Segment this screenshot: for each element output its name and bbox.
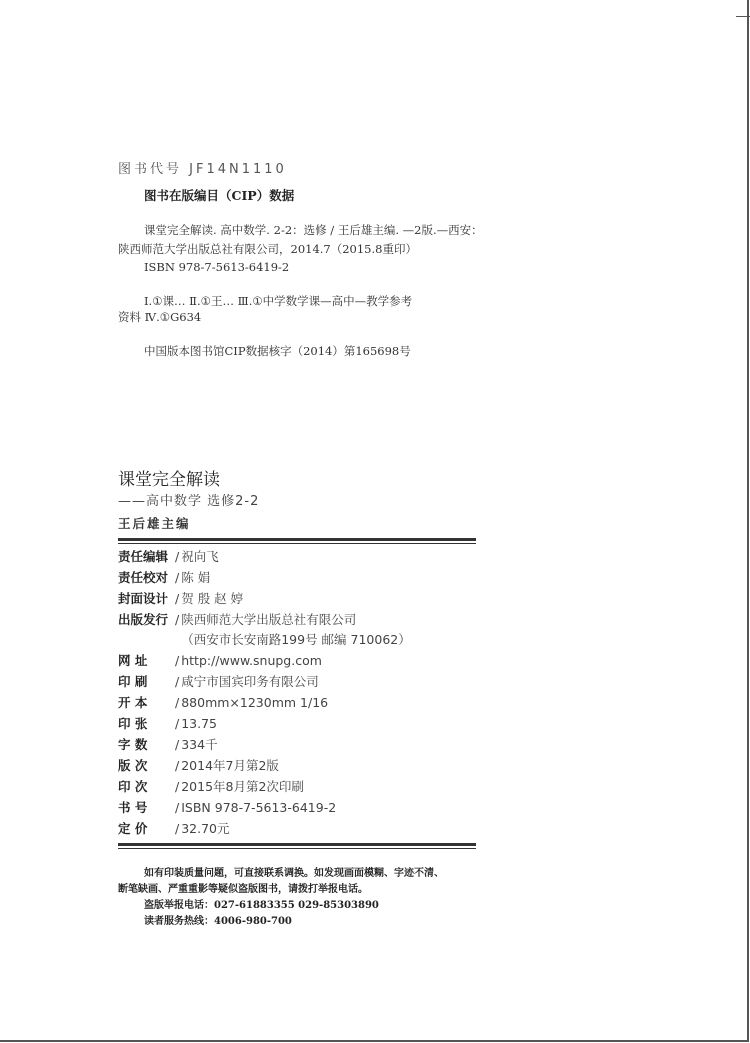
- detail-separator: /: [175, 612, 180, 627]
- detail-value: 贺 殷 赵 婷: [181, 591, 244, 606]
- detail-value: 咸宁市国宾印务有限公司: [181, 674, 319, 689]
- notice-service-hotline: 读者服务热线：4006-980-700: [144, 916, 292, 927]
- detail-value: 2015年8月第2次印刷: [181, 779, 304, 794]
- detail-row-price: [118, 819, 230, 837]
- detail-separator: /: [175, 695, 180, 710]
- notice-line-2: 断笔缺画、严重重影等疑似盗版图书，请拨打举报电话。: [118, 884, 368, 895]
- notice-line-1: 如有印装质量问题，可直接联系调换。如发现画面模糊、字迹不清、: [144, 868, 444, 879]
- detail-label: 网 址: [118, 653, 148, 668]
- detail-row-website: [118, 651, 322, 669]
- detail-label: 印 张: [118, 716, 148, 731]
- detail-separator: /: [175, 570, 180, 585]
- detail-row-cover-design: [118, 589, 243, 607]
- detail-row-publisher: [118, 610, 356, 628]
- detail-label: 定 价: [118, 821, 148, 836]
- detail-row-editor: [118, 547, 219, 565]
- detail-row-isbn: [118, 798, 336, 816]
- bottom-rule-thin: [118, 848, 476, 849]
- cip-line-4: Ⅰ.①课… Ⅱ.①王… Ⅲ.①中学数学课—高中—教学参考: [144, 294, 413, 308]
- detail-row-word-count: [118, 735, 218, 753]
- detail-label: 印 刷: [118, 674, 148, 689]
- cip-line-2: 陕西师范大学出版总社有限公司，2014.7（2015.8重印）: [118, 242, 417, 256]
- detail-row-address: [118, 630, 411, 648]
- crop-mark: [736, 16, 750, 17]
- detail-value: 13.75: [181, 716, 218, 731]
- detail-value: （西安市长安南路199号 邮编 710062）: [181, 632, 411, 647]
- detail-separator: /: [175, 716, 180, 731]
- cip-line-6: 中国版本图书馆CIP数据核字（2014）第165698号: [144, 344, 411, 358]
- detail-row-printer: [118, 672, 319, 690]
- detail-value: 334千: [181, 737, 218, 752]
- detail-label: 责任编辑: [118, 549, 169, 564]
- detail-value: ISBN 978-7-5613-6419-2: [181, 800, 337, 815]
- detail-row-edition: [118, 756, 279, 774]
- detail-row-proofreader: [118, 568, 210, 586]
- detail-label: 责任校对: [118, 570, 169, 585]
- cip-line-5: 资料 Ⅳ.①G634: [118, 310, 202, 324]
- cip-line-3: ISBN 978-7-5613-6419-2: [144, 260, 290, 274]
- book-code: 图书代号 JF14N1110: [118, 162, 287, 177]
- detail-label: 版 次: [118, 758, 148, 773]
- detail-separator: /: [175, 737, 180, 752]
- detail-value: 32.70元: [181, 821, 230, 836]
- top-rule-thick: [118, 538, 476, 541]
- detail-separator: /: [175, 653, 180, 668]
- cip-line-1: 课堂完全解读. 高中数学. 2-2：选修 / 王后雄主编. —2版.—西安：: [144, 223, 483, 237]
- detail-separator: /: [175, 779, 180, 794]
- detail-row-printing: [118, 777, 304, 795]
- detail-separator: /: [175, 591, 180, 606]
- detail-separator: /: [175, 674, 180, 689]
- top-rule-thin: [118, 543, 476, 544]
- notice-piracy-phone: 盗版举报电话：027-61883355 029-85303890: [144, 900, 379, 911]
- detail-value: 880mm×1230mm 1/16: [181, 695, 329, 710]
- detail-label: 开 本: [118, 695, 148, 710]
- detail-value: 2014年7月第2版: [181, 758, 279, 773]
- detail-label: 封面设计: [118, 591, 169, 606]
- detail-separator: /: [175, 821, 180, 836]
- cip-title: 图书在版编目（CIP）数据: [144, 188, 295, 203]
- detail-label: 字 数: [118, 737, 148, 752]
- detail-value: 祝向飞: [181, 549, 219, 564]
- detail-row-format: [118, 693, 328, 711]
- book-title: 课堂完全解读: [118, 470, 220, 490]
- detail-value: 陕西师范大学出版总社有限公司: [181, 612, 357, 627]
- detail-value: 陈 娟: [181, 570, 211, 585]
- detail-label: 书 号: [118, 800, 148, 815]
- chief-editor: 王后雄主编: [118, 516, 191, 531]
- book-subtitle: ——高中数学 选修2-2: [118, 494, 260, 509]
- detail-label: 出版发行: [118, 612, 169, 627]
- bottom-rule-thick: [118, 843, 476, 846]
- detail-label: 印 次: [118, 779, 148, 794]
- detail-separator: /: [175, 549, 180, 564]
- detail-separator: /: [175, 800, 180, 815]
- detail-row-sheets: [118, 714, 217, 732]
- detail-separator: /: [175, 758, 180, 773]
- detail-value: http://www.snupg.com: [181, 653, 322, 668]
